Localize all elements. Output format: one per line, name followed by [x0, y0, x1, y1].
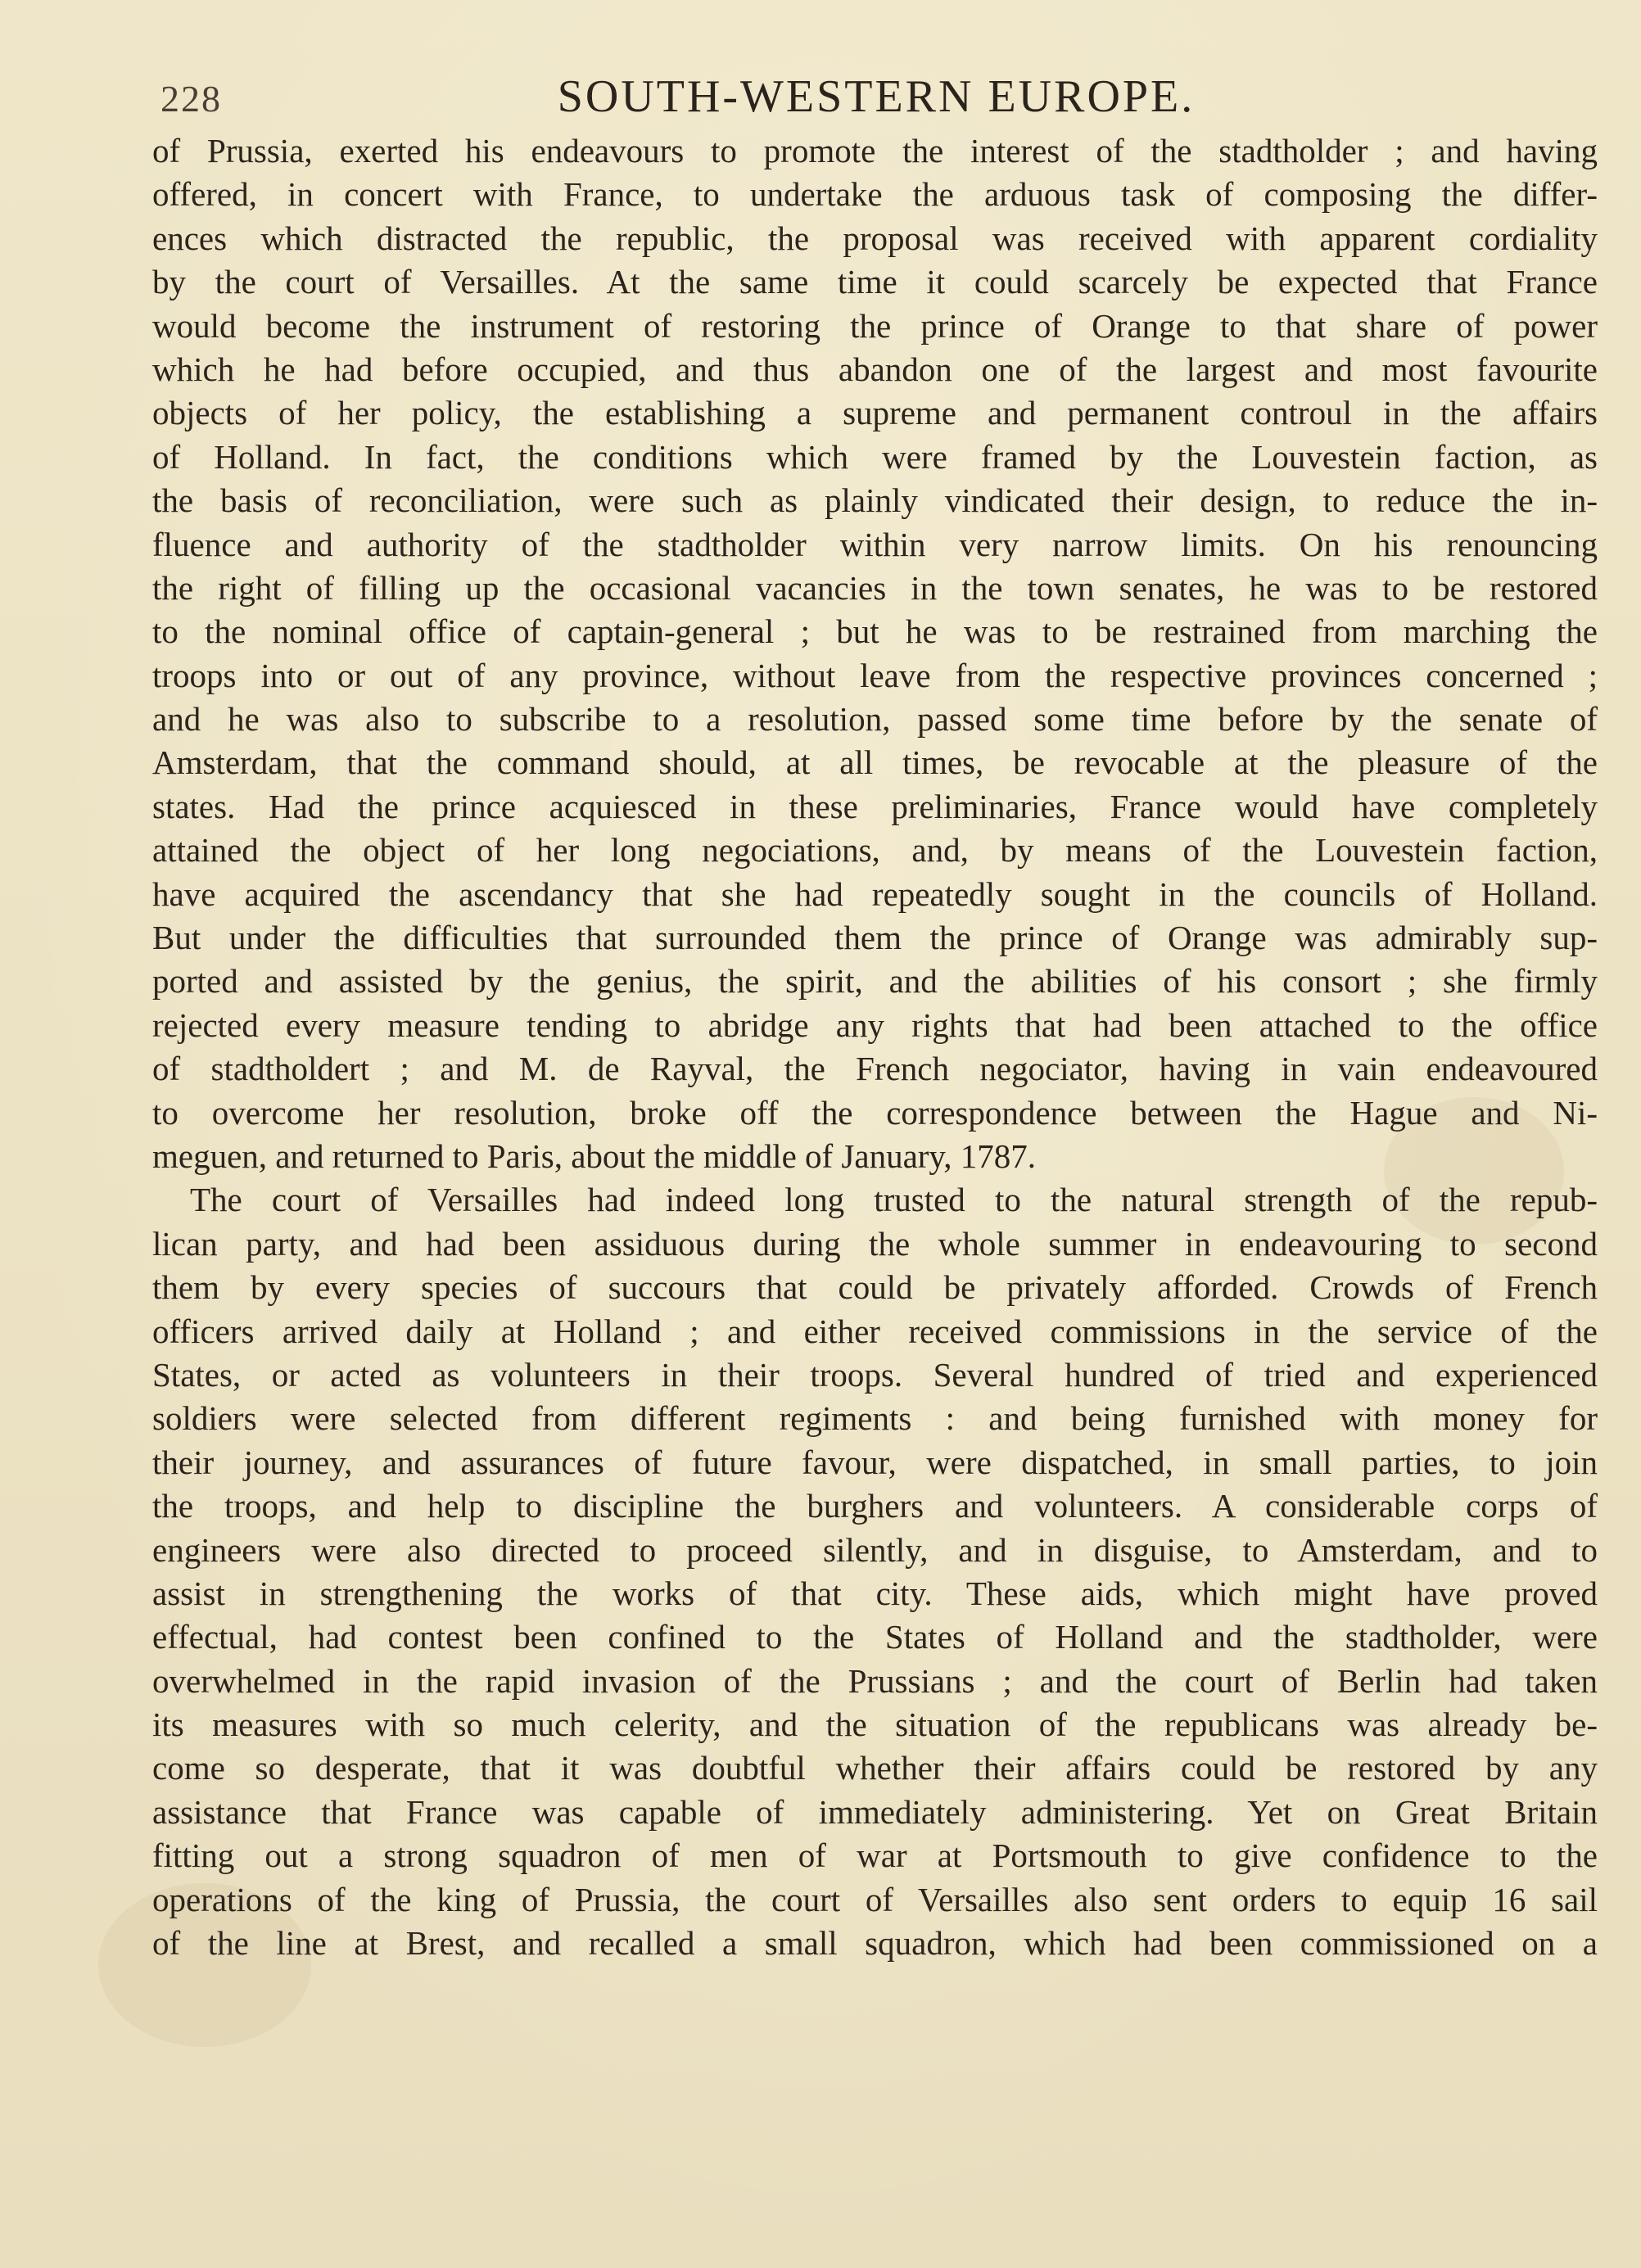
text-line: come so desperate, that it was doubtful whether their affairs could be restored by any — [152, 1749, 1598, 1787]
text-line: officers arrived daily at Holland ; and either received commissions in the service of the — [152, 1312, 1598, 1350]
text-line: of stadtholdert ; and M. de Rayval, the French negociator, having in vain endeavoured — [152, 1050, 1598, 1088]
text-line: have acquired the ascendancy that she had repeatedly sought in the councils of Holland. — [152, 874, 1598, 913]
text-line: the basis of reconciliation, were such as plainly vindicated their design, to reduce the in- — [152, 481, 1598, 520]
running-title: SOUTH-WESTERN EUROPE. — [557, 71, 1196, 122]
text-line: attained the object of her long negociations, and, by means of the Louvestein faction, — [152, 831, 1598, 870]
text-line: them by every species of succours that could be privately afforded. Crowds of French — [152, 1268, 1598, 1307]
text-line: which he had before occupied, and thus abandon one of the largest and most favourite — [152, 350, 1598, 388]
text-line: fitting out a strong squadron of men of war at Portsmouth to give confidence to the — [152, 1837, 1598, 1875]
text-line: and he was also to subscribe to a resolution, passed some time before by the senate of — [152, 700, 1598, 739]
text-line: the troops, and help to discipline the burghers and volunteers. A considerable corps of — [152, 1487, 1598, 1525]
text-line: assist in strengthening the works of that city. These aids, which might have proved — [152, 1574, 1598, 1612]
text-line: its measures with so much celerity, and the situation of the republicans was already be- — [152, 1706, 1598, 1744]
text-line: But under the difficulties that surrounded them the prince of Orange was admirably sup- — [152, 919, 1598, 957]
text-line: would become the instrument of restoring the prince of Orange to that share of power — [152, 306, 1598, 345]
body-text — [152, 129, 1598, 1965]
text-line: of the line at Brest, and recalled a small squadron, which had been commissioned on a — [152, 1924, 1598, 1963]
page-header — [156, 64, 1597, 121]
text-line: effectual, had contest been confined to the States of Holland and the stadtholder, were — [152, 1618, 1598, 1656]
text-line: their journey, and assurances of future favour, were dispatched, in small parties, to join — [152, 1443, 1598, 1481]
text-line: of Prussia, exerted his endeavours to promote the interest of the stadtholder ; and having — [152, 132, 1598, 169]
text-line: operations of the king of Prussia, the court of Versailles also sent orders to equip 16 sail — [152, 1880, 1598, 1918]
text-line: meguen, and returned to Paris, about the middle of January, 1787. — [152, 1136, 1037, 1175]
text-line: fluence and authority of the stadtholder within very narrow limits. On his renouncing — [152, 525, 1598, 563]
text-line: ences which distracted the republic, the proposal was received with apparent cordiality — [152, 219, 1598, 257]
text-line: Amsterdam, that the command should, at all times, be revocable at the pleasure of the — [152, 743, 1598, 782]
text-line: rejected every measure tending to abridge any rights that had been attached to the office — [152, 1005, 1598, 1044]
text-line: by the court of Versailles. At the same time it could scarcely be expected that France — [152, 263, 1598, 301]
text-line: lican party, and had been assiduous during the whole summer in endeavouring to second — [152, 1224, 1598, 1263]
text-line: assistance that France was capable of immediately administering. Yet on Great Britain — [152, 1792, 1598, 1831]
text-line: states. Had the prince acquiesced in these preliminaries, France would have completely — [152, 787, 1598, 825]
text-line: troops into or out of any province, without leave from the respective provinces concerned ; — [152, 656, 1598, 694]
text-line: of Holland. In fact, the conditions which were framed by the Louvestein faction, as — [152, 437, 1598, 476]
text-line: engineers were also directed to proceed silently, and in disguise, to Amsterdam, and to — [152, 1530, 1598, 1569]
text-line: The court of Versailles had indeed long trusted to the natural strength of the repub- — [190, 1181, 1598, 1219]
paragraph — [152, 1178, 1598, 1965]
text-line: overwhelmed in the rapid invasion of the Prussians ; and the court of Berlin had taken — [152, 1661, 1598, 1700]
text-line: to the nominal office of captain-general ; but he was to be restrained from marching the — [152, 612, 1598, 651]
page-number: 228 — [160, 78, 222, 120]
text-line: to overcome her resolution, broke off the correspondence between the Hague and Ni- — [152, 1093, 1598, 1132]
text-line: offered, in concert with France, to undertake the arduous task of composing the differ- — [152, 175, 1598, 214]
text-line: soldiers were selected from different regiments : and being furnished with money for — [152, 1399, 1598, 1438]
text-line: ported and assisted by the genius, the spirit, and the abilities of his consort ; she firmly — [152, 962, 1598, 1001]
text-line: States, or acted as volunteers in their troops. Several hundred of tried and experienced — [152, 1355, 1598, 1394]
paragraph — [152, 129, 1598, 1178]
text-line: objects of her policy, the establishing a supreme and permanent controul in the affairs — [152, 394, 1598, 432]
text-line: the right of filling up the occasional vacancies in the town senates, he was to be restored — [152, 568, 1598, 607]
